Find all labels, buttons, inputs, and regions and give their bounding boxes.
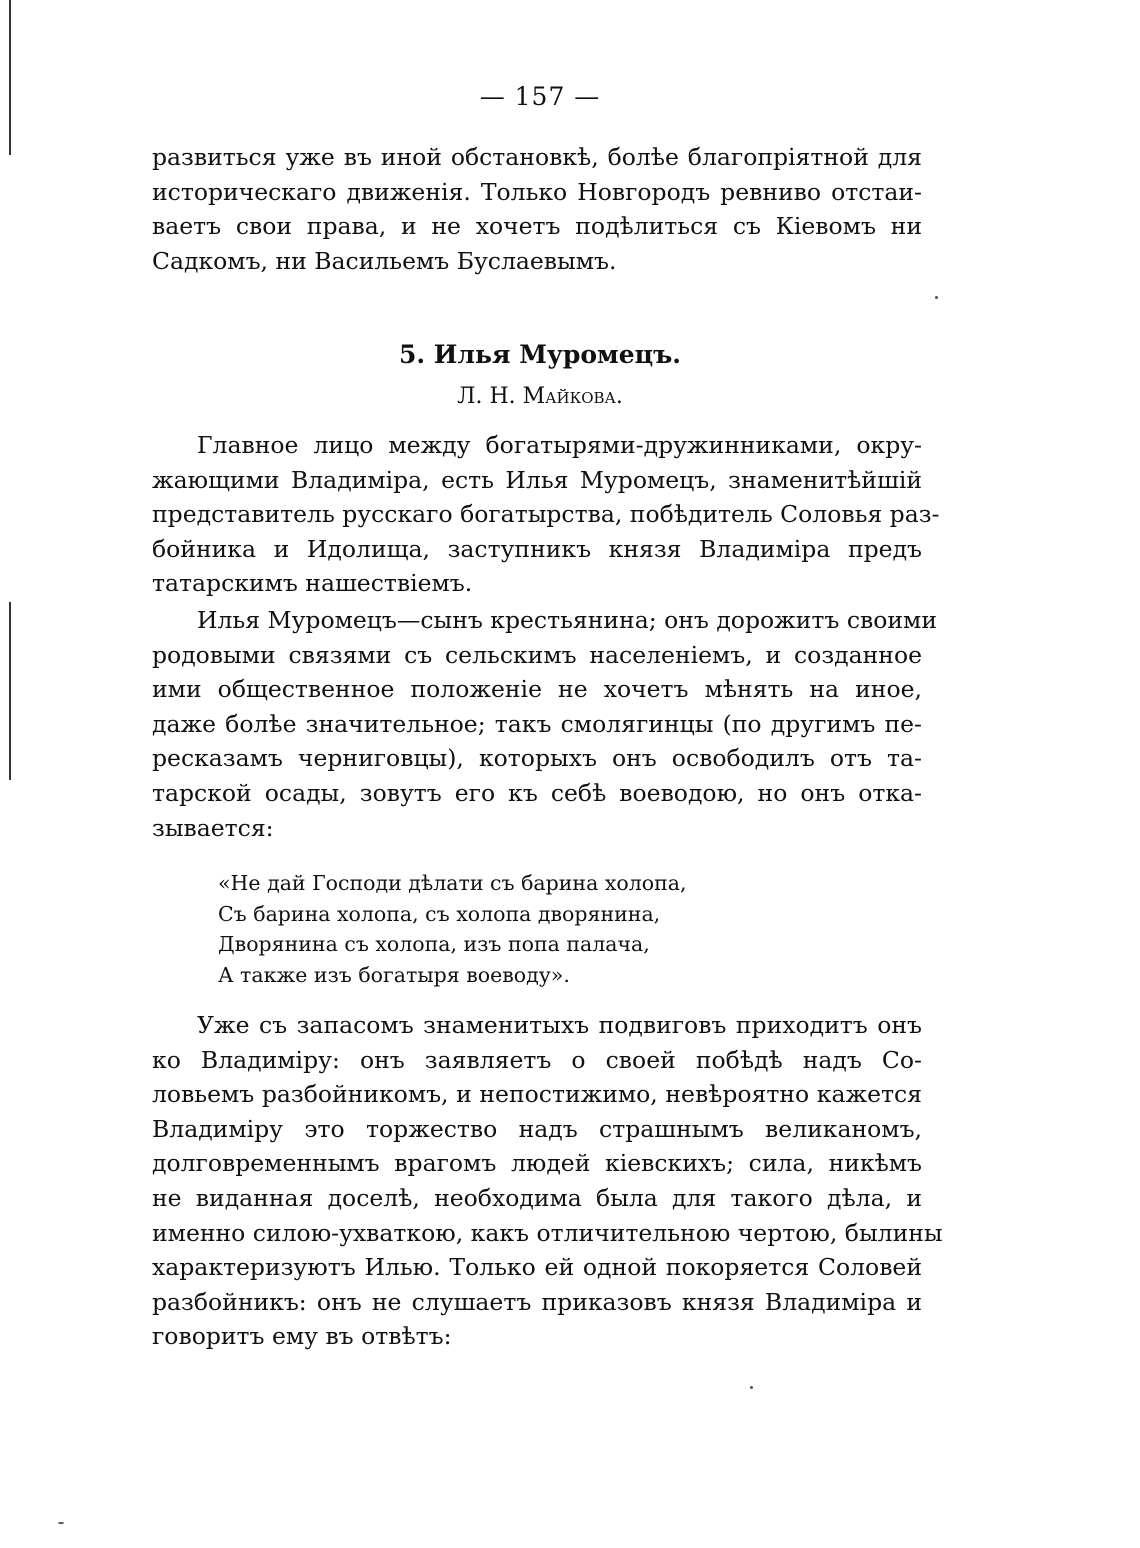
author-initials: Л. Н. <box>457 384 516 409</box>
text-line: ко Владиміру: онъ заявляетъ о своей побѣдѣ надъ Со- <box>152 1045 922 1074</box>
page-number: — 157 — <box>479 82 601 111</box>
scan-speck <box>750 1386 753 1389</box>
text-line: Садкомъ, ни Васильемъ Буслаевымъ. <box>152 246 617 275</box>
text-line: бойника и Идолища, заступникъ князя Владиміра предъ <box>152 534 922 563</box>
paragraph-3 <box>152 1008 943 1354</box>
text-line: ими общественное положеніе не хочетъ мѣнять на иное, <box>152 675 922 704</box>
text-line: тарской осады, зовутъ его къ себѣ воеводою, но онъ отка- <box>152 778 922 807</box>
text-line: не виданная доселѣ, необходима была для такого дѣла, и <box>152 1183 922 1212</box>
paragraph-1 <box>152 428 940 601</box>
text-line: развиться уже въ иной обстановкѣ, болѣе благопріятной для <box>152 143 922 171</box>
text-line: говоритъ ему въ отвѣтъ: <box>152 1322 452 1351</box>
text-line: Уже съ запасомъ знаменитыхъ подвиговъ приходитъ онъ <box>197 1011 922 1039</box>
text-line: именно силою-ухваткою, какъ отличительною чертою, былины <box>152 1218 943 1247</box>
verse-line: Съ барина холопа, съ холопа дворянина, <box>218 901 661 926</box>
scan-edge-line-top <box>9 0 11 155</box>
scan-speck <box>935 296 938 299</box>
text-line: Главное лицо между богатырями-дружинниками, окру- <box>197 431 922 459</box>
text-line: зывается: <box>152 813 274 842</box>
text-line: Владиміру это торжество надъ страшнымъ великаномъ, <box>152 1114 922 1143</box>
scan-edge-line-middle <box>9 602 11 780</box>
text-line: долговременнымъ врагомъ людей кіевскихъ; сила, никѣмъ <box>152 1149 922 1178</box>
scan-speck <box>58 1522 64 1524</box>
text-line: даже болѣе значительное; такъ смолягинцы (по другимъ пе- <box>152 709 922 738</box>
text-line: представитель русскаго богатырства, побѣдитель Соловья раз- <box>152 500 940 529</box>
verse-line: А также изъ богатыря воеводу». <box>218 962 570 987</box>
section-author <box>0 384 1080 409</box>
intro-paragraph <box>152 140 922 278</box>
verse-quote <box>218 868 778 990</box>
text-line: родовыми связями съ сельскимъ населеніемъ, и созданное <box>152 640 922 669</box>
text-line: историческаго движенія. Только Новгородъ ревниво отстаи- <box>152 177 922 206</box>
text-line: ловьемъ разбойникомъ, и непостижимо, невѣроятно кажется <box>152 1080 922 1109</box>
section-heading: 5. Илья Муромецъ. <box>399 340 681 369</box>
paragraph-2 <box>152 603 937 845</box>
text-line: жающими Владиміра, есть Илья Муромецъ, знаменитѣйшій <box>152 465 922 494</box>
verse-line: «Не дай Господи дѣлати съ барина холопа, <box>218 871 687 895</box>
author-name: Майкова. <box>522 384 623 409</box>
text-line: разбойникъ: онъ не слушаетъ приказовъ князя Владиміра и <box>152 1287 922 1316</box>
text-line: характеризуютъ Илью. Только ей одной покоряется Соловей <box>152 1253 922 1282</box>
text-line: татарскимъ нашествіемъ. <box>152 569 473 598</box>
text-line: ресказамъ черниговцы), которыхъ онъ освободилъ отъ та- <box>152 744 922 773</box>
text-line: Илья Муромецъ—сынъ крестьянина; онъ дорожитъ своими <box>197 606 937 634</box>
text-line: ваетъ свои права, и не хочетъ подѣлиться съ Кіевомъ ни <box>152 212 922 241</box>
verse-line: Дворянина съ холопа, изъ попа палача, <box>218 932 650 956</box>
